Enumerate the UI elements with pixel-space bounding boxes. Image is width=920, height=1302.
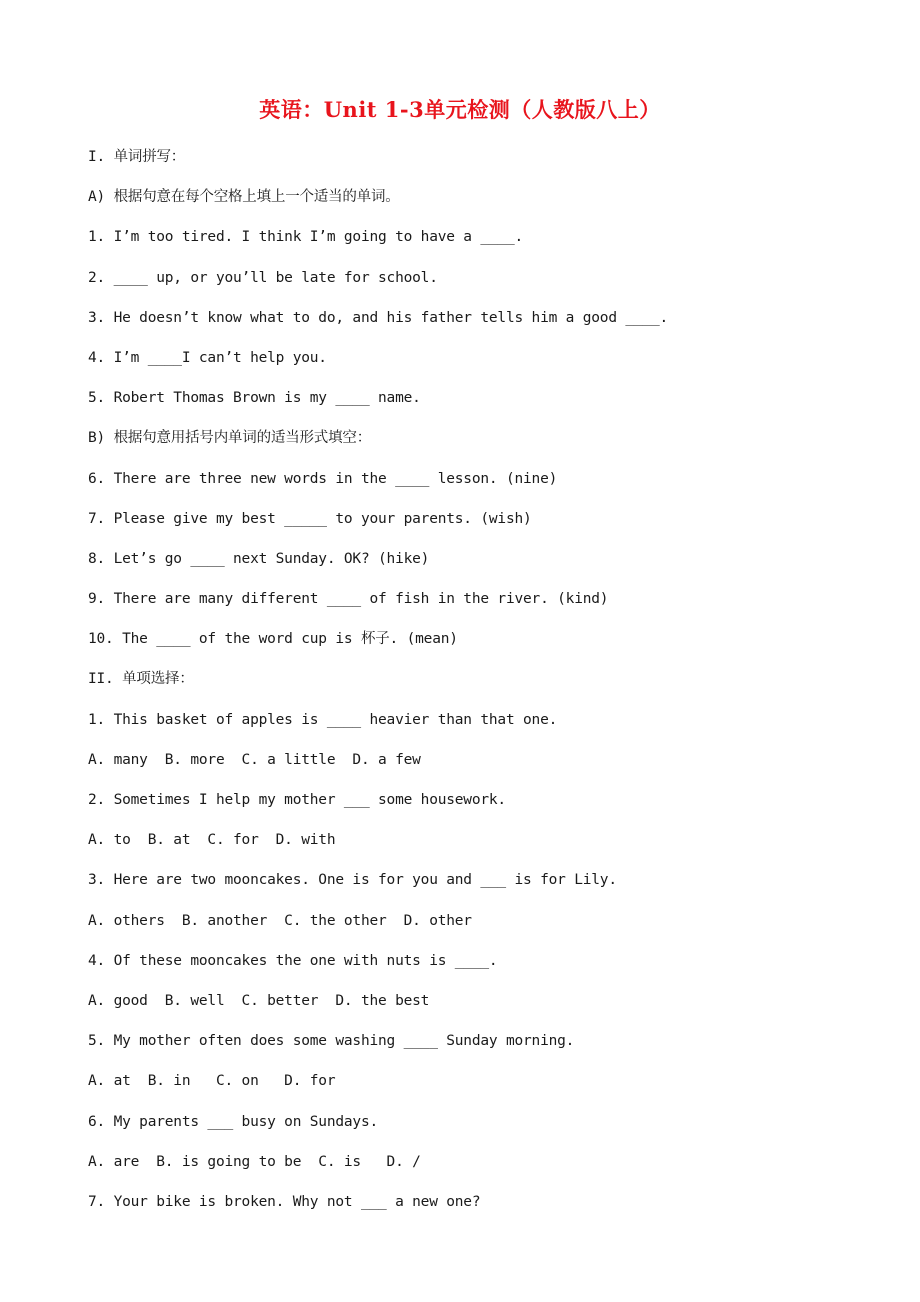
question-line: 2. Sometimes I help my mother ___ some housework. (88, 792, 506, 808)
question-line: 1. This basket of apples is ____ heavier than that one. (88, 711, 558, 728)
options-line: A. at B. in C. on D. for (88, 1073, 336, 1090)
question-line: 4. I’m ____I can’t help you. (88, 349, 327, 366)
options-line: A. many B. more C. a little D. a few (88, 751, 421, 768)
question-line: 4. Of these mooncakes the one with nuts is ____. (88, 952, 498, 969)
question-line: 7. Your bike is broken. Why not ___ a new one? (88, 1193, 481, 1210)
question-line: 3. Here are two mooncakes. One is for you and ___ is for Lily. (88, 872, 617, 889)
exercise-lines (88, 145, 888, 1230)
options-line: A. good B. well C. better D. the best (88, 992, 430, 1009)
question-line: 6. There are three new words in the ____ lesson. (nine) (88, 470, 558, 487)
section-heading: I. 单词拼写： (88, 149, 186, 165)
page-title: 英语：Unit 1-3单元检测（人教版八上） (259, 97, 661, 122)
question-line: 9. There are many different ____ of fish in the river. (kind) (88, 591, 609, 608)
options-line: A. to B. at C. for D. with (88, 832, 336, 849)
sub-instruction: B) 根据句意用括号内单词的适当形式填空： (88, 430, 371, 447)
question-line: 5. My mother often does some washing ____ Sunday morning. (88, 1033, 575, 1050)
question-line: 1. I’m too tired. I think I’m going to have a ____. (88, 229, 524, 246)
options-line: A. are B. is going to be C. is D. / (88, 1153, 421, 1170)
question-line: 7. Please give my best _____ to your parents. (wish) (88, 510, 532, 527)
question-line: 2. ____ up, or you’ll be late for school. (88, 269, 438, 286)
sub-instruction: A) 根据句意在每个空格上填上一个适当的单词。 (88, 189, 400, 206)
question-line: 6. My parents ___ busy on Sundays. (88, 1113, 379, 1130)
question-line: 5. Robert Thomas Brown is my ____ name. (88, 390, 421, 407)
question-line: 8. Let’s go ____ next Sunday. OK? (hike) (88, 550, 430, 567)
section-heading: II. 单项选择： (88, 671, 194, 688)
question-line: 10. The ____ of the word cup is 杯子. (mean) (88, 631, 458, 648)
question-line: 3. He doesn’t know what to do, and his father tells him a good ____. (88, 309, 669, 326)
options-line: A. others B. another C. the other D. other (88, 912, 472, 929)
